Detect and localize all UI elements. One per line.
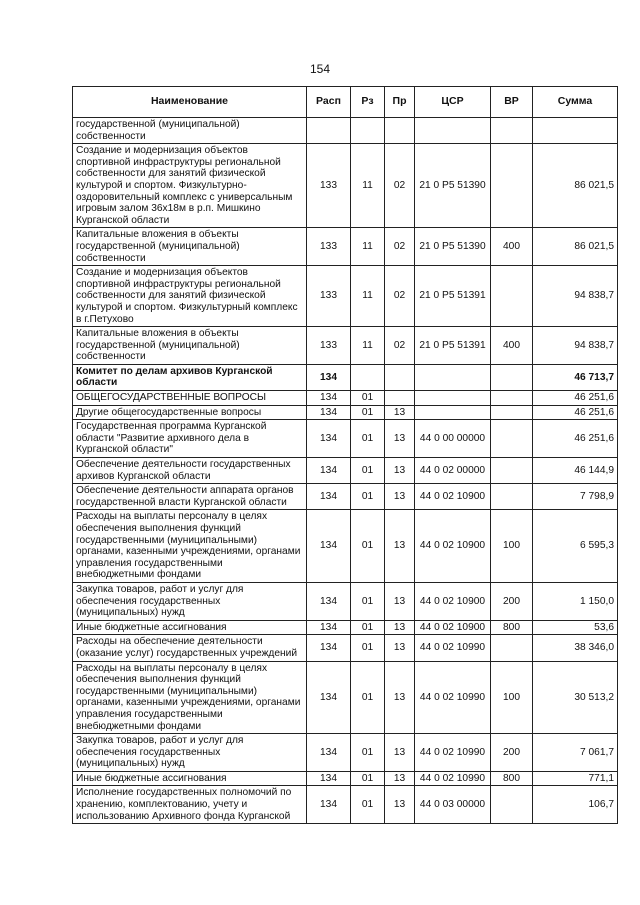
- table-row: [73, 786, 618, 824]
- cell-name: Расходы на обеспечение деятельности (оказание услуг) государственных учреждений: [73, 635, 307, 661]
- header-pr: Пр: [385, 87, 415, 118]
- cell-name: Комитет по делам архивов Курганской области: [73, 364, 307, 390]
- cell-rz: 11: [351, 144, 385, 228]
- cell-rasp: 134: [307, 661, 351, 734]
- cell-vr: 100: [491, 661, 533, 734]
- cell-csr: 44 0 02 00000: [415, 458, 491, 484]
- cell-sum: 6 595,3: [533, 510, 618, 583]
- table-row: [73, 661, 618, 734]
- cell-csr: 44 0 02 10990: [415, 771, 491, 786]
- cell-rz: 11: [351, 266, 385, 327]
- cell-rasp: 134: [307, 734, 351, 772]
- cell-name: Обеспечение деятельности аппарата органов государственной власти Курганской области: [73, 484, 307, 510]
- table-row: [73, 266, 618, 327]
- cell-rz: 01: [351, 620, 385, 635]
- header-csr: ЦСР: [415, 87, 491, 118]
- cell-pr: 13: [385, 635, 415, 661]
- cell-pr: 13: [385, 661, 415, 734]
- table-row: [73, 484, 618, 510]
- table-row: [73, 327, 618, 365]
- cell-rz: 01: [351, 582, 385, 620]
- cell-rz: [351, 364, 385, 390]
- table-row: [73, 458, 618, 484]
- cell-sum: 106,7: [533, 786, 618, 824]
- cell-vr: [491, 484, 533, 510]
- cell-name: государственной (муниципальной) собственности: [73, 118, 307, 144]
- cell-sum: 94 838,7: [533, 266, 618, 327]
- cell-sum: 46 251,6: [533, 420, 618, 458]
- table-row: [73, 420, 618, 458]
- cell-rasp: 134: [307, 771, 351, 786]
- cell-name: Обеспечение деятельности государственных архивов Курганской области: [73, 458, 307, 484]
- table-row: [73, 364, 618, 390]
- cell-pr: 13: [385, 510, 415, 583]
- cell-vr: 100: [491, 510, 533, 583]
- table-row: [73, 144, 618, 228]
- budget-table: [72, 86, 618, 824]
- cell-csr: 21 0 P5 51390: [415, 228, 491, 266]
- page-number: 154: [309, 62, 331, 76]
- cell-rz: 11: [351, 327, 385, 365]
- cell-name: Государственная программа Курганской области "Развитие архивного дела в Курганской области": [73, 420, 307, 458]
- cell-rasp: 133: [307, 144, 351, 228]
- cell-vr: [491, 118, 533, 144]
- cell-rz: 11: [351, 228, 385, 266]
- cell-rasp: 134: [307, 420, 351, 458]
- cell-vr: [491, 391, 533, 406]
- cell-rz: 01: [351, 734, 385, 772]
- header-sum: Сумма: [533, 87, 618, 118]
- cell-rasp: 134: [307, 786, 351, 824]
- cell-pr: [385, 364, 415, 390]
- cell-sum: 46 713,7: [533, 364, 618, 390]
- cell-pr: 13: [385, 420, 415, 458]
- table-body: [73, 118, 618, 824]
- cell-sum: 46 251,6: [533, 405, 618, 420]
- cell-rz: 01: [351, 420, 385, 458]
- cell-sum: 86 021,5: [533, 144, 618, 228]
- cell-vr: [491, 405, 533, 420]
- cell-rasp: 134: [307, 391, 351, 406]
- cell-sum: [533, 118, 618, 144]
- cell-pr: 13: [385, 734, 415, 772]
- cell-vr: 400: [491, 228, 533, 266]
- cell-rz: 01: [351, 405, 385, 420]
- cell-name: Исполнение государственных полномочий по хранению, комплектованию, учету и использованию Архивного фонда Курганской: [73, 786, 307, 824]
- cell-csr: [415, 405, 491, 420]
- cell-rz: 01: [351, 661, 385, 734]
- cell-name: Создание и модернизация объектов спортивной инфраструктуры региональной собственности для занятий физической культурой и спортом. Физкультурный комплекс в г.Петухово: [73, 266, 307, 327]
- cell-name: Иные бюджетные ассигнования: [73, 771, 307, 786]
- cell-vr: 200: [491, 734, 533, 772]
- table-row: [73, 405, 618, 420]
- cell-rasp: 134: [307, 484, 351, 510]
- table-row: [73, 118, 618, 144]
- cell-rasp: 134: [307, 364, 351, 390]
- cell-rasp: 134: [307, 458, 351, 484]
- cell-rz: 01: [351, 786, 385, 824]
- cell-csr: 21 0 P5 51390: [415, 144, 491, 228]
- table-row: [73, 771, 618, 786]
- cell-name: Иные бюджетные ассигнования: [73, 620, 307, 635]
- cell-pr: 13: [385, 620, 415, 635]
- cell-pr: 02: [385, 144, 415, 228]
- cell-vr: [491, 364, 533, 390]
- cell-vr: 400: [491, 327, 533, 365]
- cell-csr: 44 0 03 00000: [415, 786, 491, 824]
- cell-csr: 44 0 02 10900: [415, 510, 491, 583]
- cell-rz: 01: [351, 635, 385, 661]
- table-row: [73, 510, 618, 583]
- cell-csr: [415, 391, 491, 406]
- cell-name: Капитальные вложения в объекты государственной (муниципальной) собственности: [73, 228, 307, 266]
- cell-pr: 13: [385, 582, 415, 620]
- cell-rz: 01: [351, 391, 385, 406]
- table-row: [73, 228, 618, 266]
- cell-sum: 771,1: [533, 771, 618, 786]
- cell-vr: [491, 786, 533, 824]
- cell-pr: 02: [385, 228, 415, 266]
- cell-vr: 800: [491, 771, 533, 786]
- cell-rasp: 134: [307, 510, 351, 583]
- cell-sum: 7 798,9: [533, 484, 618, 510]
- cell-name: Другие общегосударственные вопросы: [73, 405, 307, 420]
- cell-name: Закупка товаров, работ и услуг для обеспечения государственных (муниципальных) нужд: [73, 582, 307, 620]
- cell-name: Расходы на выплаты персоналу в целях обеспечения выполнения функций государственными (муниципальными) органами, казенными учреждениями, органами управления государственными внебюджетными фондами: [73, 510, 307, 583]
- cell-rz: 01: [351, 771, 385, 786]
- header-vr: ВР: [491, 87, 533, 118]
- cell-csr: 44 0 02 10900: [415, 484, 491, 510]
- cell-csr: 44 0 02 10900: [415, 582, 491, 620]
- cell-pr: 13: [385, 786, 415, 824]
- cell-vr: [491, 266, 533, 327]
- cell-name: Капитальные вложения в объекты государственной (муниципальной) собственности: [73, 327, 307, 365]
- cell-vr: [491, 420, 533, 458]
- cell-pr: 02: [385, 266, 415, 327]
- cell-rasp: 133: [307, 266, 351, 327]
- cell-csr: 21 0 P5 51391: [415, 327, 491, 365]
- table-row: [73, 582, 618, 620]
- header-rasp: Расп: [307, 87, 351, 118]
- cell-rz: 01: [351, 458, 385, 484]
- cell-vr: [491, 458, 533, 484]
- cell-csr: 44 0 02 10990: [415, 635, 491, 661]
- cell-rasp: 134: [307, 635, 351, 661]
- cell-rasp: 134: [307, 405, 351, 420]
- cell-csr: 44 0 00 00000: [415, 420, 491, 458]
- cell-sum: 53,6: [533, 620, 618, 635]
- cell-csr: [415, 364, 491, 390]
- cell-sum: 1 150,0: [533, 582, 618, 620]
- cell-vr: [491, 144, 533, 228]
- cell-pr: 02: [385, 327, 415, 365]
- cell-sum: 7 061,7: [533, 734, 618, 772]
- cell-sum: 38 346,0: [533, 635, 618, 661]
- table-row: [73, 734, 618, 772]
- cell-pr: [385, 118, 415, 144]
- cell-rz: 01: [351, 510, 385, 583]
- table-row: [73, 391, 618, 406]
- cell-rasp: 134: [307, 620, 351, 635]
- cell-rasp: 133: [307, 327, 351, 365]
- cell-name: Создание и модернизация объектов спортивной инфраструктуры региональной собственности для занятий физической культурой и спортом. Физкультурно-оздоровительный комплекс с универсальным игровым залом 36х18м в р.п. Мишкино Курганской области: [73, 144, 307, 228]
- header-rz: Рз: [351, 87, 385, 118]
- cell-rasp: 133: [307, 228, 351, 266]
- cell-vr: [491, 635, 533, 661]
- cell-pr: 13: [385, 458, 415, 484]
- cell-vr: 800: [491, 620, 533, 635]
- cell-rasp: [307, 118, 351, 144]
- cell-sum: 94 838,7: [533, 327, 618, 365]
- cell-sum: 46 144,9: [533, 458, 618, 484]
- cell-pr: [385, 391, 415, 406]
- cell-csr: [415, 118, 491, 144]
- cell-name: Расходы на выплаты персоналу в целях обеспечения выполнения функций государственными (муниципальными) органами, казенными учреждениями, органами управления государственными внебюджетными фондами: [73, 661, 307, 734]
- cell-sum: 86 021,5: [533, 228, 618, 266]
- table-row: [73, 620, 618, 635]
- cell-vr: 200: [491, 582, 533, 620]
- cell-pr: 13: [385, 405, 415, 420]
- cell-csr: 44 0 02 10990: [415, 734, 491, 772]
- header-name: Наименование: [73, 87, 307, 118]
- cell-rasp: 134: [307, 582, 351, 620]
- cell-sum: 30 513,2: [533, 661, 618, 734]
- cell-name: Закупка товаров, работ и услуг для обеспечения государственных (муниципальных) нужд: [73, 734, 307, 772]
- cell-rz: 01: [351, 484, 385, 510]
- cell-pr: 13: [385, 484, 415, 510]
- cell-csr: 44 0 02 10900: [415, 620, 491, 635]
- cell-name: ОБЩЕГОСУДАРСТВЕННЫЕ ВОПРОСЫ: [73, 391, 307, 406]
- cell-csr: 44 0 02 10990: [415, 661, 491, 734]
- table-row: [73, 635, 618, 661]
- cell-rz: [351, 118, 385, 144]
- cell-sum: 46 251,6: [533, 391, 618, 406]
- cell-pr: 13: [385, 771, 415, 786]
- cell-csr: 21 0 P5 51391: [415, 266, 491, 327]
- table-header-row: [73, 87, 618, 118]
